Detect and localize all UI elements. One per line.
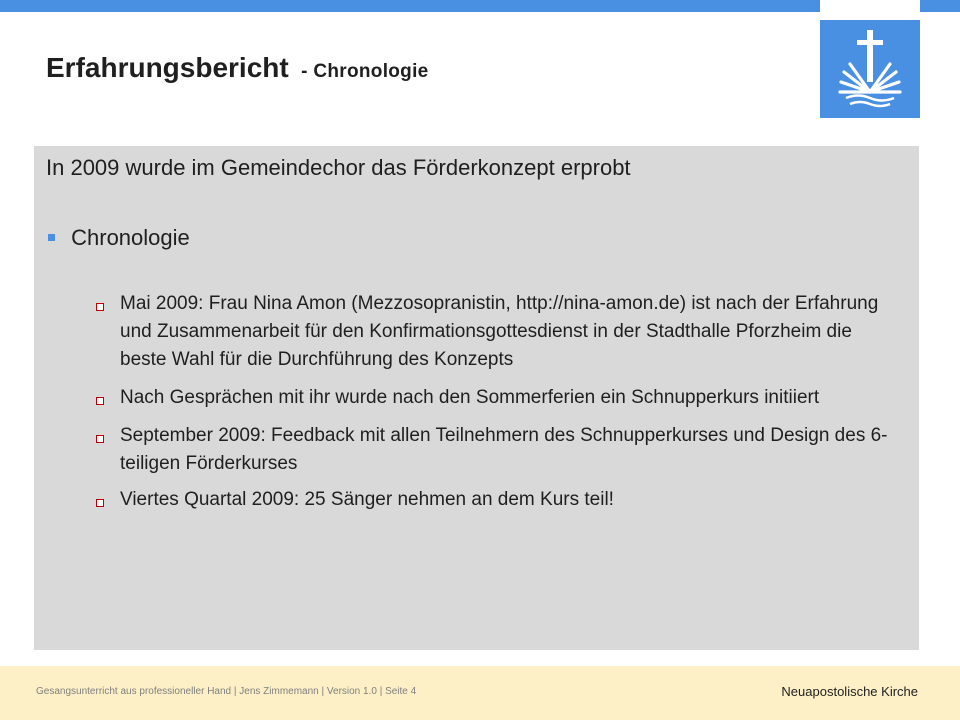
chronology-list xyxy=(90,290,890,514)
page-title xyxy=(46,52,429,84)
top-accent-bar xyxy=(0,0,960,12)
list-item-text: Nach Gesprächen mit ihr wurde nach den Sommerferien ein Schnupperkurs initiiert xyxy=(120,387,820,408)
church-cross-sunrise-icon xyxy=(820,20,920,118)
logo-gap xyxy=(820,0,920,12)
list-item-text: September 2009: Feedback mit allen Teilnehmern des Schnupperkurses und Design des 6-teiligen Förderkurses xyxy=(120,425,888,474)
title-subtitle: - Chronologie xyxy=(301,61,429,82)
footer-info: Gesangsunterricht aus professioneller Hand | Jens Zimmemann | Version 1.0 | Seite 4 xyxy=(36,686,417,697)
bullet-chronologie xyxy=(48,225,190,251)
title-main: Erfahrungsbericht xyxy=(46,52,289,83)
hollow-square-bullet-icon xyxy=(96,499,104,507)
list-item-text: Viertes Quartal 2009: 25 Sänger nehmen an dem Kurs teil! xyxy=(120,489,614,510)
list-item xyxy=(90,384,890,412)
church-logo xyxy=(820,20,920,118)
intro-text: In 2009 wurde im Gemeindechor das Förderkonzept erprobt xyxy=(46,155,631,180)
list-item xyxy=(90,422,890,478)
list-item xyxy=(90,486,890,514)
hollow-square-bullet-icon xyxy=(96,303,104,311)
square-bullet-icon xyxy=(48,234,55,241)
content-panel xyxy=(34,146,919,650)
hollow-square-bullet-icon xyxy=(96,435,104,443)
bullet-label: Chronologie xyxy=(71,225,190,250)
list-item-text: Mai 2009: Frau Nina Amon (Mezzosopranistin, http://nina-amon.de) ist nach der Erfahrung und Zusammenarbeit für den Konfirmationsgottesdienst in der Stadthalle Pforzheim die beste Wahl für die Durchführung des Konzepts xyxy=(120,293,879,370)
hollow-square-bullet-icon xyxy=(96,397,104,405)
footer-organization: Neuapostolische Kirche xyxy=(781,684,918,699)
list-item xyxy=(90,290,890,374)
footer xyxy=(0,666,960,720)
